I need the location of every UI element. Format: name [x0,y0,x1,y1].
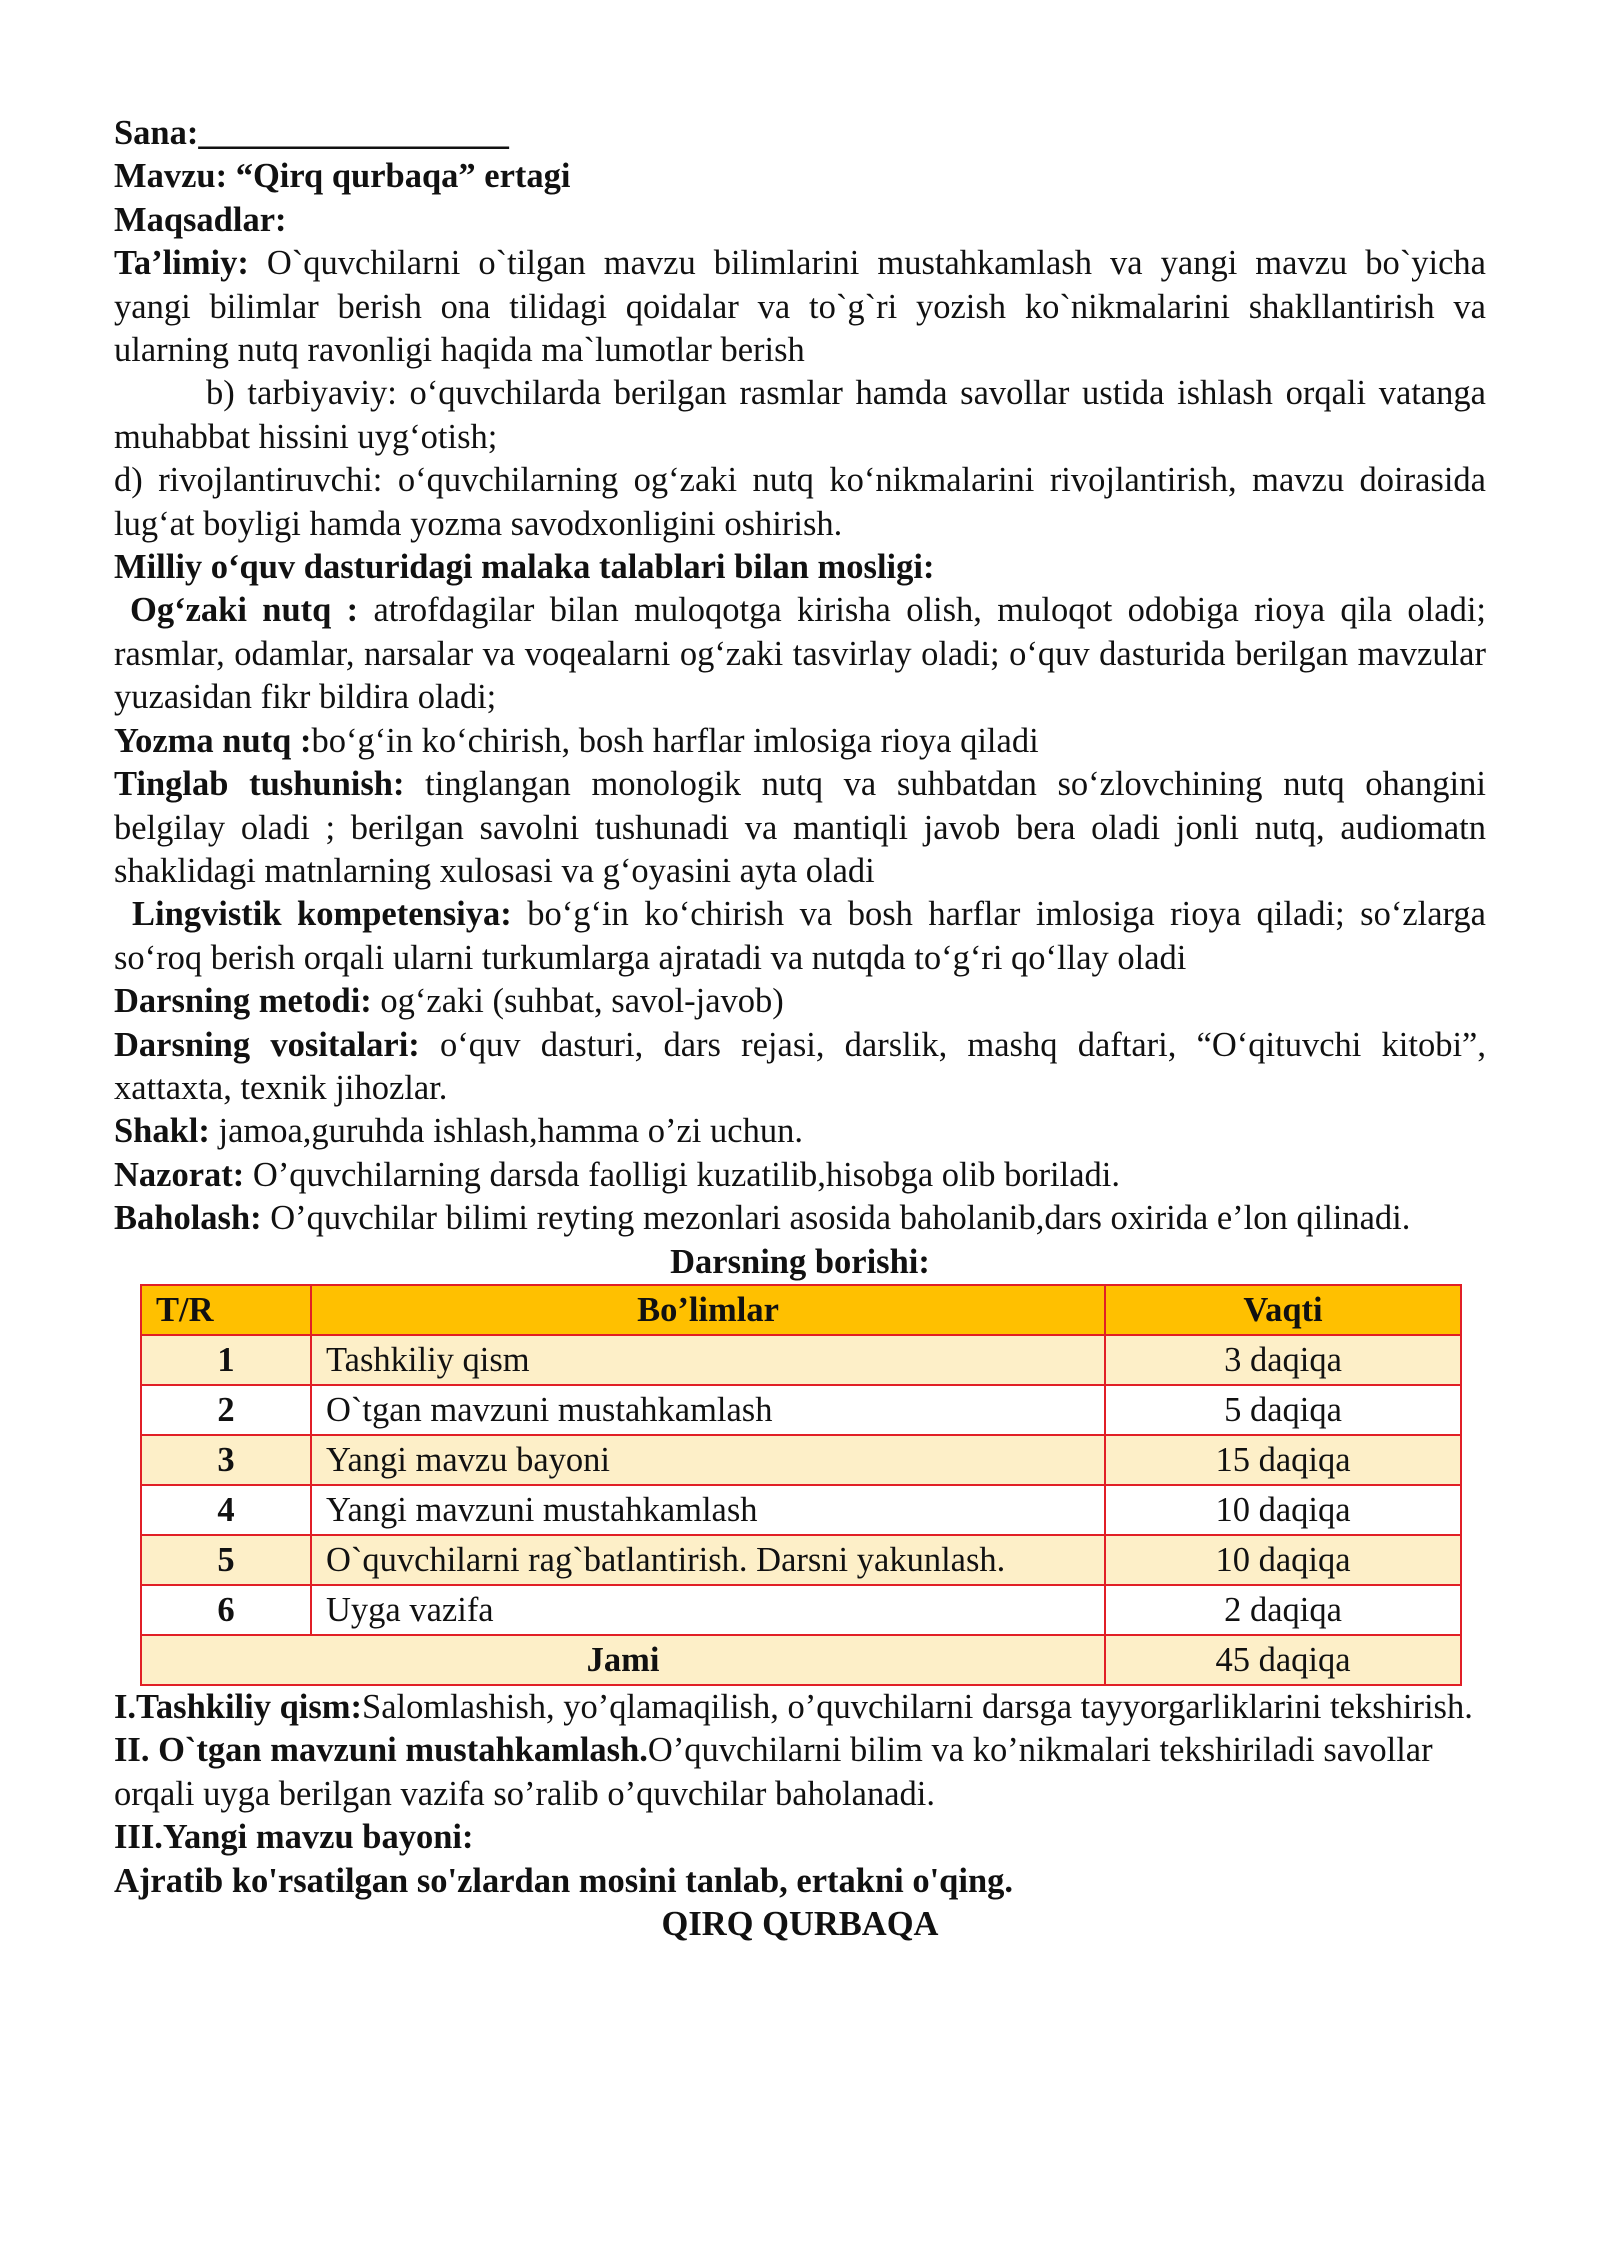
row-time: 2 daqiqa [1105,1585,1461,1635]
col-header-number: T/R [141,1285,311,1335]
method-label: Darsning metodi: [114,982,372,1021]
standard-linguistic-text: bo‘g‘in ko‘chirish va bosh harflar imlosiga rioya qiladi; so‘zlarga so‘roq berish orqali ularni turkumlarga ajratadi va nutqda to‘g‘ri qo‘llay oladi [114,895,1486,977]
row-number: 1 [141,1335,311,1385]
lesson-plan-table [140,1284,1462,1686]
section-1 [114,1686,1486,1729]
row-time: 10 daqiqa [1105,1535,1461,1585]
row-section: Tashkiliy qism [311,1335,1105,1385]
total-label: Jami [141,1635,1105,1685]
section-2 [114,1729,1486,1816]
form-text: jamoa,guruhda ishlash,hamma o’zi uchun. [218,1112,803,1151]
date-label: Sana: [114,114,199,152]
standard-listening [114,763,1486,893]
standards-heading: Milliy o‘quv dasturidagi malaka talablari bilan mosligi: [114,548,935,587]
control-label: Nazorat: [114,1155,245,1194]
section-2-text: O’quvchilarni bilim va ko’nikmalari tekshiriladi savollar orqali uyga berilgan vazifa so’ralib o’quvchilar baholanadi. [114,1731,1433,1813]
tools-line [114,1024,1486,1111]
table-row [141,1535,1461,1585]
row-section: Uyga vazifa [311,1585,1105,1635]
table-row [141,1385,1461,1435]
topic-label: Mavzu: [114,157,228,196]
section-1-text: Salomlashish, yo’qlamaqilish, o’quvchilarni darsga tayyorgarliklarini tekshirish. [362,1687,1473,1726]
row-number: 6 [141,1585,311,1635]
control-text: O’quvchilarning darsda faolligi kuzatilib,hisobga olib boriladi. [252,1155,1121,1194]
table-row [141,1335,1461,1385]
standard-linguistic-label: Lingvistik kompetensiya: [132,895,512,934]
story-title: QIRQ QURBAQA [661,1905,939,1943]
plan-heading: Darsning borishi: [670,1242,930,1281]
standard-oral-label: Og‘zaki nutq : [130,591,359,630]
standard-written-label: Yozma nutq : [114,721,312,760]
row-number: 3 [141,1435,311,1485]
date-line [114,112,1486,155]
standard-oral-text: atrofdagilar bilan muloqotga kirisha olish, muloqot odobiga rioya qila oladi; rasmlar, odamlar, narsalar va voqealarni og‘zaki tasvirlay oladi; o‘quv dasturida berilgan mavzular yuzasidan fikr bildira oladi; [114,591,1486,717]
standard-listening-text: tinglangan monologik nutq va suhbatdan so‘zlovchining nutq ohangini belgilay oladi ; berilgan savolni tushunadi va mantiqli javob bera oladi jonli nutq, audiomatn shaklidagi matnlarning xulosasi va g‘oyasini ayta oladi [114,765,1486,890]
tools-text: o‘quv dasturi, dars rejasi, darslik, mashq daftari, “O‘qituvchi kitobi”, xattaxta, texnik jihozlar. [114,1025,1486,1107]
row-section: Yangi mavzuni mustahkamlash [311,1485,1105,1535]
row-number: 4 [141,1485,311,1535]
date-blank: __________________ [198,114,509,152]
goal-educational-text: O`quvchilarni o`tilgan mavzu bilimlarini mustahkamlash va yangi mavzu bo`yicha yangi bilimlar berish ona tilidagi qoidalar va to`g`ri yozish ko`nikmalarini shakllantirish va ularning nutq ravonligi haqida ma`lumotlar berish [114,244,1486,370]
total-value: 45 daqiqa [1105,1635,1461,1685]
task-instruction: Ajratib ko'rsatilgan so'zlardan mosini tanlab, ertakni o'qing. [114,1861,1014,1900]
section-2-label: II. O`tgan mavzuni mustahkamlash. [114,1731,648,1770]
standard-listening-label: Tinglab tushunish: [114,765,405,804]
table-row [141,1585,1461,1635]
goal-educational-label: Ta’limiy: [114,244,249,283]
form-line [114,1110,1486,1153]
row-number: 5 [141,1535,311,1585]
section-1-label: I.Tashkiliy qism: [114,1687,363,1726]
row-section: O`quvchilarni rag`batlantirish. Darsni yakunlash. [311,1535,1105,1585]
standard-oral [114,589,1486,719]
method-text: og‘zaki (suhbat, savol-javob) [380,982,784,1021]
row-time: 3 daqiqa [1105,1335,1461,1385]
goal-developmental: d) rivojlantiruvchi: o‘quvchilarning og‘zaki nutq ko‘nikmalarini rivojlantirish, mavzu doirasida lug‘at boyligi hamda yozma savodxonligini oshirish. [114,461,1486,543]
row-number: 2 [141,1385,311,1435]
table-total-row [141,1635,1461,1685]
table-header-row [141,1285,1461,1335]
standard-linguistic [114,893,1486,980]
standard-written [114,720,1486,763]
topic-line [114,155,1486,198]
goal-upbringing: b) tarbiyaviy: o‘quvchilarda berilgan rasmlar hamda savollar ustida ishlash orqali vatanga muhabbat hissini uyg‘otish; [114,374,1486,456]
control-line [114,1154,1486,1197]
form-label: Shakl: [114,1112,210,1151]
row-section: Yangi mavzu bayoni [311,1435,1105,1485]
method-line [114,980,1486,1023]
row-section: O`tgan mavzuni mustahkamlash [311,1385,1105,1435]
assessment-label: Baholash: [114,1199,262,1238]
topic-value: “Qirq qurbaqa” ertagi [235,157,571,196]
table-row [141,1485,1461,1535]
tools-label: Darsning vositalari: [114,1025,420,1064]
col-header-time: Vaqti [1105,1285,1461,1335]
assessment-text: O’quvchilar bilimi reyting mezonlari asosida baholanib,dars oxirida e’lon qilinadi. [270,1199,1411,1238]
goal-educational [114,242,1486,372]
document-page [114,112,1486,1946]
row-time: 5 daqiqa [1105,1385,1461,1435]
table-row [141,1435,1461,1485]
standard-written-text: bo‘g‘in ko‘chirish, bosh harflar imlosiga rioya qiladi [311,721,1039,760]
section-3-heading: III.Yangi mavzu bayoni: [114,1818,474,1857]
row-time: 10 daqiqa [1105,1485,1461,1535]
row-time: 15 daqiqa [1105,1435,1461,1485]
goals-heading: Maqsadlar: [114,200,287,239]
assessment-line [114,1197,1486,1240]
col-header-sections: Bo’limlar [311,1285,1105,1335]
